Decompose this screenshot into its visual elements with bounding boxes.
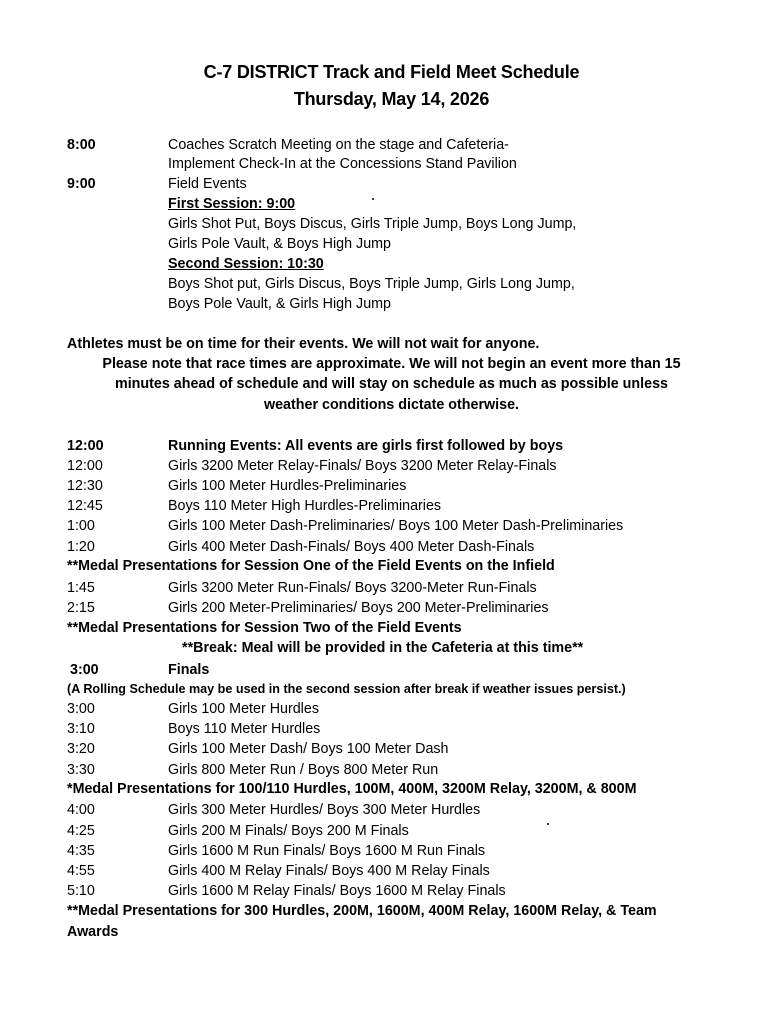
event-desc: Girls Pole Vault, & Boys High Jump [168, 236, 392, 252]
event-desc: Girls 100 Meter Dash-Preliminaries/ Boys 100 Meter Dash-Preliminaries [168, 518, 624, 534]
time-label: 1:45 [67, 580, 95, 596]
medal-note-1: **Medal Presentations for Session One of the Field Events on the Infield [67, 558, 555, 574]
event-desc: Girls 100 Meter Dash/ Boys 100 Meter Dash [168, 741, 449, 757]
second-session-title: Second Session: 10:30 [168, 256, 324, 272]
event-desc: Boys 110 Meter Hurdles [168, 721, 321, 737]
break-note: **Break: Meal will be provided in the Cafeteria at this time** [182, 640, 584, 656]
medal-note-3: *Medal Presentations for 100/110 Hurdles, 100M, 400M, 3200M Relay, 3200M, & 800M [67, 781, 637, 797]
rolling-note: (A Rolling Schedule may be used in the second session after break if weather issues persist.) [67, 682, 626, 696]
event-desc: Girls 100 Meter Hurdles [168, 701, 319, 717]
notice-line-1: Athletes must be on time for their events. We will not wait for anyone. [67, 336, 540, 352]
section-heading: Running Events: All events are girls first followed by boys [168, 438, 564, 454]
time-label: 5:10 [67, 883, 95, 899]
notice-line-2: Please note that race times are approximate. We will not begin an event more than 15 [102, 356, 681, 372]
time-label: 12:00 [67, 458, 103, 474]
event-desc: Girls 1600 M Run Finals/ Boys 1600 M Run Finals [168, 843, 486, 859]
event-desc: Girls 1600 M Relay Finals/ Boys 1600 M Relay Finals [168, 883, 506, 899]
medal-note-4: **Medal Presentations for 300 Hurdles, 200M, 1600M, 400M Relay, 1600M Relay, & Team [67, 903, 657, 919]
page-date: Thursday, May 14, 2026 [293, 89, 490, 109]
speck [372, 198, 374, 200]
time-label: 12:00 [67, 438, 104, 454]
event-desc: Girls 800 Meter Run / Boys 800 Meter Run [168, 762, 439, 778]
medal-note-2: **Medal Presentations for Session Two of the Field Events [67, 620, 462, 636]
page-title: C-7 DISTRICT Track and Field Meet Schedule [203, 62, 580, 82]
notice-line-4: weather conditions dictate otherwise. [263, 397, 519, 413]
time-label: 1:20 [67, 539, 95, 555]
event-desc: Girls 200 Meter-Preliminaries/ Boys 200 Meter-Preliminaries [168, 600, 549, 616]
event-desc: Boys Pole Vault, & Girls High Jump [168, 296, 392, 312]
time-label: 1:00 [67, 518, 95, 534]
first-session-title: First Session: 9:00 [168, 196, 296, 212]
time-label: 4:55 [67, 863, 95, 879]
time-label: 2:15 [67, 600, 95, 616]
event-desc: Boys 110 Meter High Hurdles-Preliminaries [168, 498, 442, 514]
time-label: 12:30 [67, 478, 103, 494]
event-desc: Girls Shot Put, Boys Discus, Girls Triple Jump, Boys Long Jump, [168, 216, 577, 232]
event-desc: Girls 3200 Meter Relay-Finals/ Boys 3200 Meter Relay-Finals [168, 458, 557, 474]
time-label: 4:35 [67, 843, 95, 859]
time-label: 9:00 [67, 176, 96, 192]
time-label: 3:10 [67, 721, 95, 737]
event-desc: Boys Shot put, Girls Discus, Boys Triple Jump, Girls Long Jump, [168, 276, 575, 292]
time-label: 3:00 [67, 701, 95, 717]
event-desc: Field Events [168, 176, 247, 192]
event-desc: Girls 100 Meter Hurdles-Preliminaries [168, 478, 407, 494]
section-heading: Finals [168, 662, 210, 678]
medal-note-4-cont: Awards [67, 924, 119, 940]
event-desc: Girls 3200 Meter Run-Finals/ Boys 3200-Meter Run-Finals [168, 580, 537, 596]
event-desc: Girls 400 M Relay Finals/ Boys 400 M Relay Finals [168, 863, 490, 879]
time-label: 4:00 [67, 802, 95, 818]
time-label: 4:25 [67, 823, 95, 839]
time-label: 8:00 [67, 137, 96, 153]
event-desc: Girls 200 M Finals/ Boys 200 M Finals [168, 823, 409, 839]
time-label: 3:30 [67, 762, 95, 778]
time-label: 12:45 [67, 498, 103, 514]
event-desc: Coaches Scratch Meeting on the stage and Cafeteria- [168, 137, 509, 153]
event-desc: Girls 400 Meter Dash-Finals/ Boys 400 Meter Dash-Finals [168, 539, 535, 555]
time-label: 3:00 [70, 662, 99, 678]
event-desc: Girls 300 Meter Hurdles/ Boys 300 Meter Hurdles [168, 802, 481, 818]
event-desc: Implement Check-In at the Concessions Stand Pavilion [168, 156, 517, 172]
speck [547, 823, 549, 825]
time-label: 3:20 [67, 741, 95, 757]
notice-line-3: minutes ahead of schedule and will stay on schedule as much as possible unless [115, 376, 668, 392]
